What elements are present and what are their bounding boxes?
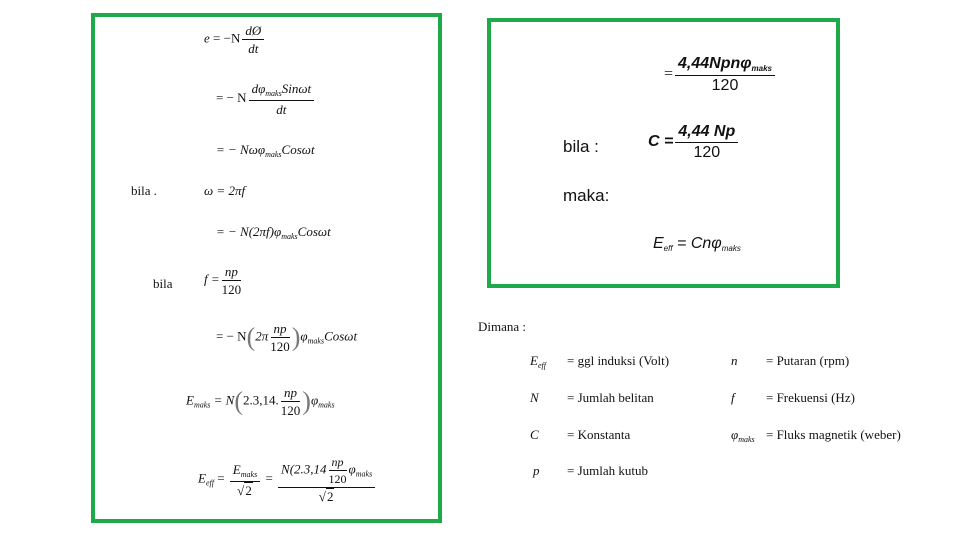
legend-description: = Konstanta	[567, 427, 631, 442]
legend-symbol: f	[731, 390, 735, 405]
e-eff-result: $E_{eff} = Cn\varphi_{maks}$	[653, 235, 741, 253]
maka-label: maka:	[563, 186, 610, 205]
frequency-definition: f = $\frac{np}{120}$	[204, 264, 242, 297]
legend-symbol: N	[530, 390, 539, 405]
right-equation-1: = $\frac{4,44Npn\varphi_{maks}}{120}$	[664, 56, 777, 94]
legend-description: = Frekuensi (Hz)	[766, 390, 855, 405]
equation-2: = − N $\frac{d\varphi_{maks}Sin\omega t}{dt}$	[216, 82, 316, 116]
bila-label-2: bila	[153, 276, 173, 291]
legend-description: = Putaran (rpm)	[766, 353, 850, 368]
legend-description: = Jumlah belitan	[567, 390, 654, 405]
legend-symbol: n	[731, 353, 738, 368]
legend-symbol: $\varphi_{maks}$	[731, 427, 755, 444]
omega-definition: ω = 2πf	[204, 183, 246, 198]
legend-title: Dimana :	[478, 319, 527, 334]
constant-c-definition: C = $\frac{4,44 Np}{120}$	[648, 124, 740, 161]
legend-symbol: C	[530, 427, 539, 442]
legend-symbol: $E_{eff}$	[530, 353, 546, 370]
legend-description: = ggl induksi (Volt)	[567, 353, 670, 368]
equation-4: = − $N(2\pi f)\varphi_{maks}Cos\omega t$	[216, 224, 331, 241]
bila-label-3: bila :	[563, 137, 599, 156]
equation-5: = − N(2π $\frac{np}{120}$ )$\varphi_{maks}Cos\omega t$	[216, 321, 358, 354]
legend-description: = Fluks magnetik (weber)	[766, 427, 901, 442]
legend-symbol: p	[533, 463, 540, 478]
equation-1: e = −N $\frac{dØ}{dt}$	[204, 24, 266, 55]
equation-3: = − Nωφ$_{maks}$Cosωt	[216, 142, 315, 159]
equation-e-maks: $E_{maks} = N(2.3,14$. $\frac{np}{120}$ )$\varphi_{maks}$	[186, 385, 335, 418]
legend-description: = Jumlah kutub	[567, 463, 648, 478]
equation-e-eff: $E_{eff}$ = $\frac{E_{maks}}{√2}$ = N(2.3,14 $\frac{np}{120}$ $\varphi_{maks}$ √2	[198, 456, 377, 503]
bila-label-1: bila .	[131, 183, 157, 198]
